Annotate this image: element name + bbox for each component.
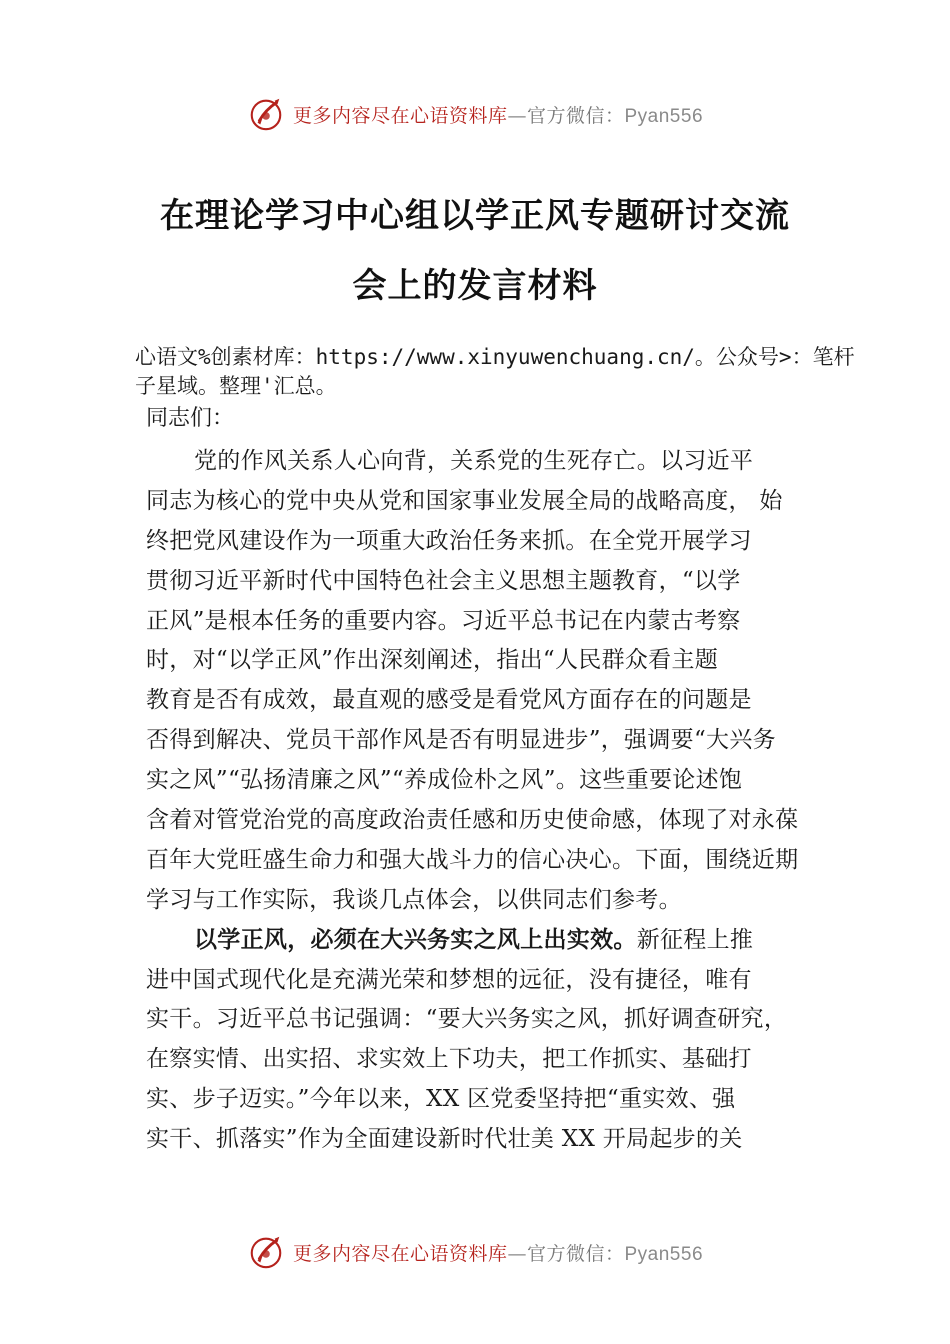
paragraph-1-line: 学习与工作实际，我谈几点体会，以供同志们参考。 <box>146 886 682 913</box>
paragraph-1-line: 含着对管党治党的高度政治责任感和历史使命感，体现了对永葆 <box>146 807 799 834</box>
banner-wechat-id: Pyan556 <box>624 105 704 127</box>
banner-slogan: 更多内容尽在心语资料库 <box>292 104 508 127</box>
paragraph-1-line: 实之风”“弘扬清廉之风”“养成俭朴之风”。这些重要论述饱 <box>146 767 743 794</box>
banner-separator: — <box>507 1242 527 1265</box>
logo-icon <box>247 1233 285 1271</box>
banner-slogan: 更多内容尽在心语资料库 <box>292 1242 508 1265</box>
paragraph-1-line: 党的作风关系人心向背，关系党的生死存亡。以习近平 <box>194 448 754 474</box>
paragraph-1-line: 百年大党旺盛生命力和强大战斗力的信心决心。下面，围绕近期 <box>146 846 799 873</box>
document-title-line-1: 在理论学习中心组以学正风专题研讨交流 <box>160 196 790 236</box>
footer-banner <box>0 1230 950 1274</box>
document-title-line-2: 会上的发言材料 <box>352 266 598 306</box>
banner-wechat-label: 官方微信： <box>526 104 625 127</box>
banner-wechat-id: Pyan556 <box>624 1243 704 1265</box>
paragraph-2 <box>146 921 826 1160</box>
paragraph-2-line: 实干、抓落实”作为全面建设新时代壮美 XX 开局起步的关 <box>146 1126 743 1153</box>
paragraph-2-line: 进中国式现代化是充满光荣和梦想的远征，没有捷径，唯有 <box>146 966 752 993</box>
logo-icon <box>247 95 285 133</box>
body-text <box>146 442 826 1160</box>
paragraph-2-lead: 以学正风，必须在大兴务实之风上出实效。 <box>194 926 637 953</box>
source-note: 心语文%创素材库：https://www.xinyuwenchuang.cn/。公众号>：笔杆子星域。整理'汇总。 <box>135 345 855 398</box>
paragraph-2-line <box>146 921 826 961</box>
banner-wechat-label: 官方微信： <box>526 1242 625 1265</box>
banner-text <box>293 1239 703 1266</box>
paragraph-2-lead-rest: 新征程上推 <box>636 926 754 953</box>
paragraph-1 <box>146 442 826 921</box>
paragraph-1-line: 教育是否有成效，最直观的感受是看党风方面存在的问题是 <box>146 687 752 714</box>
banner-separator: — <box>507 104 527 127</box>
paragraph-1-line: 终把党风建设作为一项重大政治任务来抓。在全党开展学习 <box>146 527 752 554</box>
paragraph-2-line: 实干。习近平总书记强调：“要大兴务实之风，抓好调查研究， <box>146 1006 788 1033</box>
paragraph-2-line: 在察实情、出实招、求实效上下功夫，把工作抓实、基础打 <box>146 1046 752 1073</box>
paragraph-1-line: 时，对“以学正风”作出深刻阐述，指出“人民群众看主题 <box>146 647 719 674</box>
header-banner <box>0 92 950 136</box>
banner-text <box>293 101 703 128</box>
paragraph-1-line: 同志为核心的党中央从党和国家事业发展全局的战略高度， 始 <box>146 487 783 514</box>
paragraph-2-line: 实、步子迈实。”今年以来，XX 区党委坚持把“重实效、强 <box>146 1086 736 1113</box>
paragraph-1-line: 贯彻习近平新时代中国特色社会主义思想主题教育，“以学 <box>146 567 741 594</box>
paragraph-1-line: 正风”是根本任务的重要内容。习近平总书记在内蒙古考察 <box>146 607 741 634</box>
paragraph-1-line: 否得到解决、党员干部作风是否有明显进步”，强调要“大兴务 <box>146 727 776 754</box>
greeting: 同志们： <box>146 406 235 431</box>
